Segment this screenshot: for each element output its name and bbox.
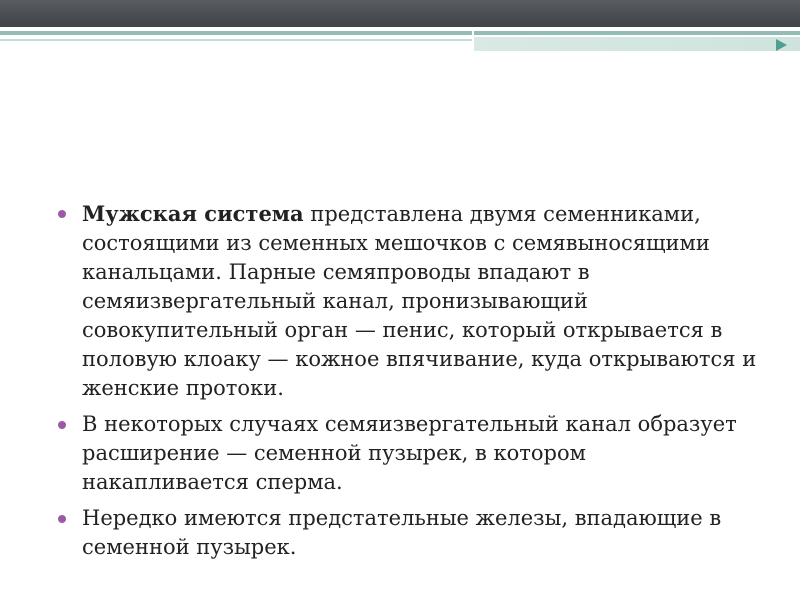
bullet-lead: Мужская система	[82, 201, 304, 226]
bullet-text	[82, 506, 721, 559]
accent-line-teal	[0, 31, 800, 35]
bullet-item	[58, 410, 758, 497]
bullet-dot-icon	[58, 210, 66, 218]
bullet-list	[58, 199, 758, 562]
top-bar	[0, 0, 800, 27]
bullet-item	[58, 504, 758, 562]
bullet-dot-icon	[58, 421, 66, 429]
bullet-body: представлена двумя семенниками, состоящими из семенных мешочков с семявыносящими канальцами. Парные семяпроводы впадают в семяизвергательный канал, пронизывающий совокупительный орган — пенис, который открывается в половую клоаку — кожное впячивание, куда открываются и женские протоки.	[82, 202, 757, 400]
bullet-text	[82, 412, 737, 494]
slide-content	[58, 199, 758, 569]
bullet-dot-icon	[58, 515, 66, 523]
corner-triangle-icon	[776, 39, 787, 51]
bullet-body: В некоторых случаях семяизвергательный канал образует расширение — семенной пузырек, в котором накапливается сперма.	[82, 412, 737, 494]
accent-right-block	[474, 37, 800, 51]
bullet-text	[82, 202, 756, 400]
bullet-item	[58, 199, 758, 403]
bullet-body: Нередко имеются предстательные железы, впадающие в семенной пузырек.	[82, 506, 722, 559]
